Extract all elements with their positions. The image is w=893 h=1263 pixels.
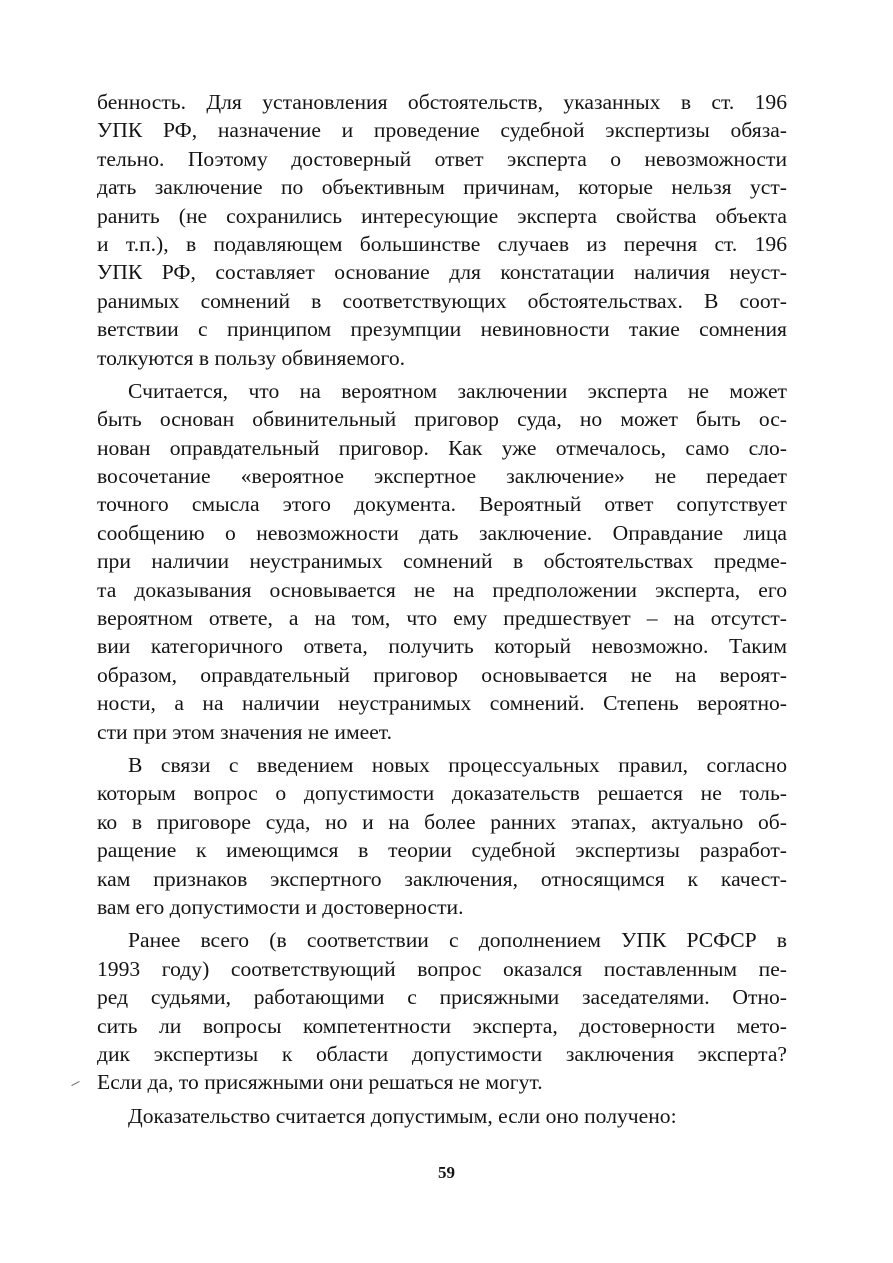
paragraph bbox=[97, 751, 787, 921]
text-line: нован оправдательный приговор. Как уже отмечалось, само сло- bbox=[97, 435, 787, 460]
text-line: ращение к имеющимся в теории судебной экспертизы разработ- bbox=[97, 838, 787, 863]
text-line: точного смысла этого документа. Вероятный ответ сопутствует bbox=[97, 492, 787, 517]
text-line: вероятном ответе, а на том, что ему предшествует – на отсутст- bbox=[97, 606, 787, 631]
text-line: бенность. Для установления обстоятельств, указанных в ст. 196 bbox=[97, 90, 787, 114]
text-line: ко в приговоре суда, но и на более ранних этапах, актуально об- bbox=[97, 809, 787, 834]
text-line: которым вопрос о допустимости доказательств решается не толь- bbox=[97, 781, 787, 806]
text-line: восочетание «вероятное экспертное заключение» не передает bbox=[97, 464, 787, 489]
text-line: УПК РФ, назначение и проведение судебной экспертизы обяза- bbox=[97, 118, 787, 143]
paragraph bbox=[97, 377, 787, 746]
text-line: вам его допустимости и достоверности. bbox=[97, 894, 464, 919]
text-line: ранимых сомнений в соответствующих обстоятельствах. В соот- bbox=[97, 288, 787, 313]
text-line: сить ли вопросы компетентности эксперта, достоверности мето- bbox=[97, 1013, 787, 1038]
scan-mark bbox=[71, 1081, 79, 1086]
text-line: Доказательство считается допустимым, если оно получено: bbox=[128, 1103, 677, 1128]
text-line: Если да, то присяжными они решаться не могут. bbox=[97, 1070, 543, 1095]
text-line: ности, а на наличии неустранимых сомнений. Степень вероятно- bbox=[97, 691, 787, 716]
paragraph bbox=[97, 1102, 787, 1130]
text-line: сти при этом значения не имеет. bbox=[97, 719, 392, 744]
text-line: Ранее всего (в соответствии с дополнением УПК РСФСР в bbox=[128, 928, 787, 953]
text-line: В связи с введением новых процессуальных правил, согласно bbox=[128, 752, 787, 777]
text-line: при наличии неустранимых сомнений в обстоятельствах предме- bbox=[97, 549, 787, 574]
text-line: та доказывания основывается не на предположении эксперта, его bbox=[97, 577, 787, 602]
text-line: Считается, что на вероятном заключении эксперта не может bbox=[128, 378, 787, 403]
text-line: дик экспертизы к области допустимости заключения эксперта? bbox=[97, 1041, 787, 1066]
paragraph bbox=[97, 88, 787, 372]
text-line: ред судьями, работающими с присяжными заседателями. Отно- bbox=[97, 985, 787, 1010]
text-line: УПК РФ, составляет основание для констатации наличия неуст- bbox=[97, 260, 787, 285]
text-line: толкуются в пользу обвиняемого. bbox=[97, 345, 406, 370]
text-line: 1993 году) соответствующий вопрос оказался поставленным пе- bbox=[97, 956, 787, 981]
paragraph bbox=[97, 926, 787, 1096]
text-line: вии категоричного ответа, получить который невозможно. Таким bbox=[97, 634, 787, 659]
text-line: дать заключение по объективным причинам, которые нельзя уст- bbox=[97, 175, 787, 200]
text-line: и т.п.), в подавляющем большинстве случаев из перечня ст. 196 bbox=[97, 231, 787, 256]
text-line: кам признаков экспертного заключения, относящимся к качест- bbox=[97, 866, 787, 891]
text-line: быть основан обвинительный приговор суда, но может быть ос- bbox=[97, 407, 787, 432]
body-text bbox=[97, 88, 787, 1135]
text-line: ранить (не сохранились интересующие эксперта свойства объекта bbox=[97, 203, 787, 228]
text-line: ветствии с принципом презумпции невиновности такие сомнения bbox=[97, 317, 787, 342]
text-line: сообщению о невозможности дать заключение. Оправдание лица bbox=[97, 520, 787, 545]
text-line: образом, оправдательный приговор основывается не на вероят- bbox=[97, 662, 787, 687]
page-number: 59 bbox=[438, 1163, 455, 1182]
text-line: тельно. Поэтому достоверный ответ эксперта о невозможности bbox=[97, 146, 787, 171]
